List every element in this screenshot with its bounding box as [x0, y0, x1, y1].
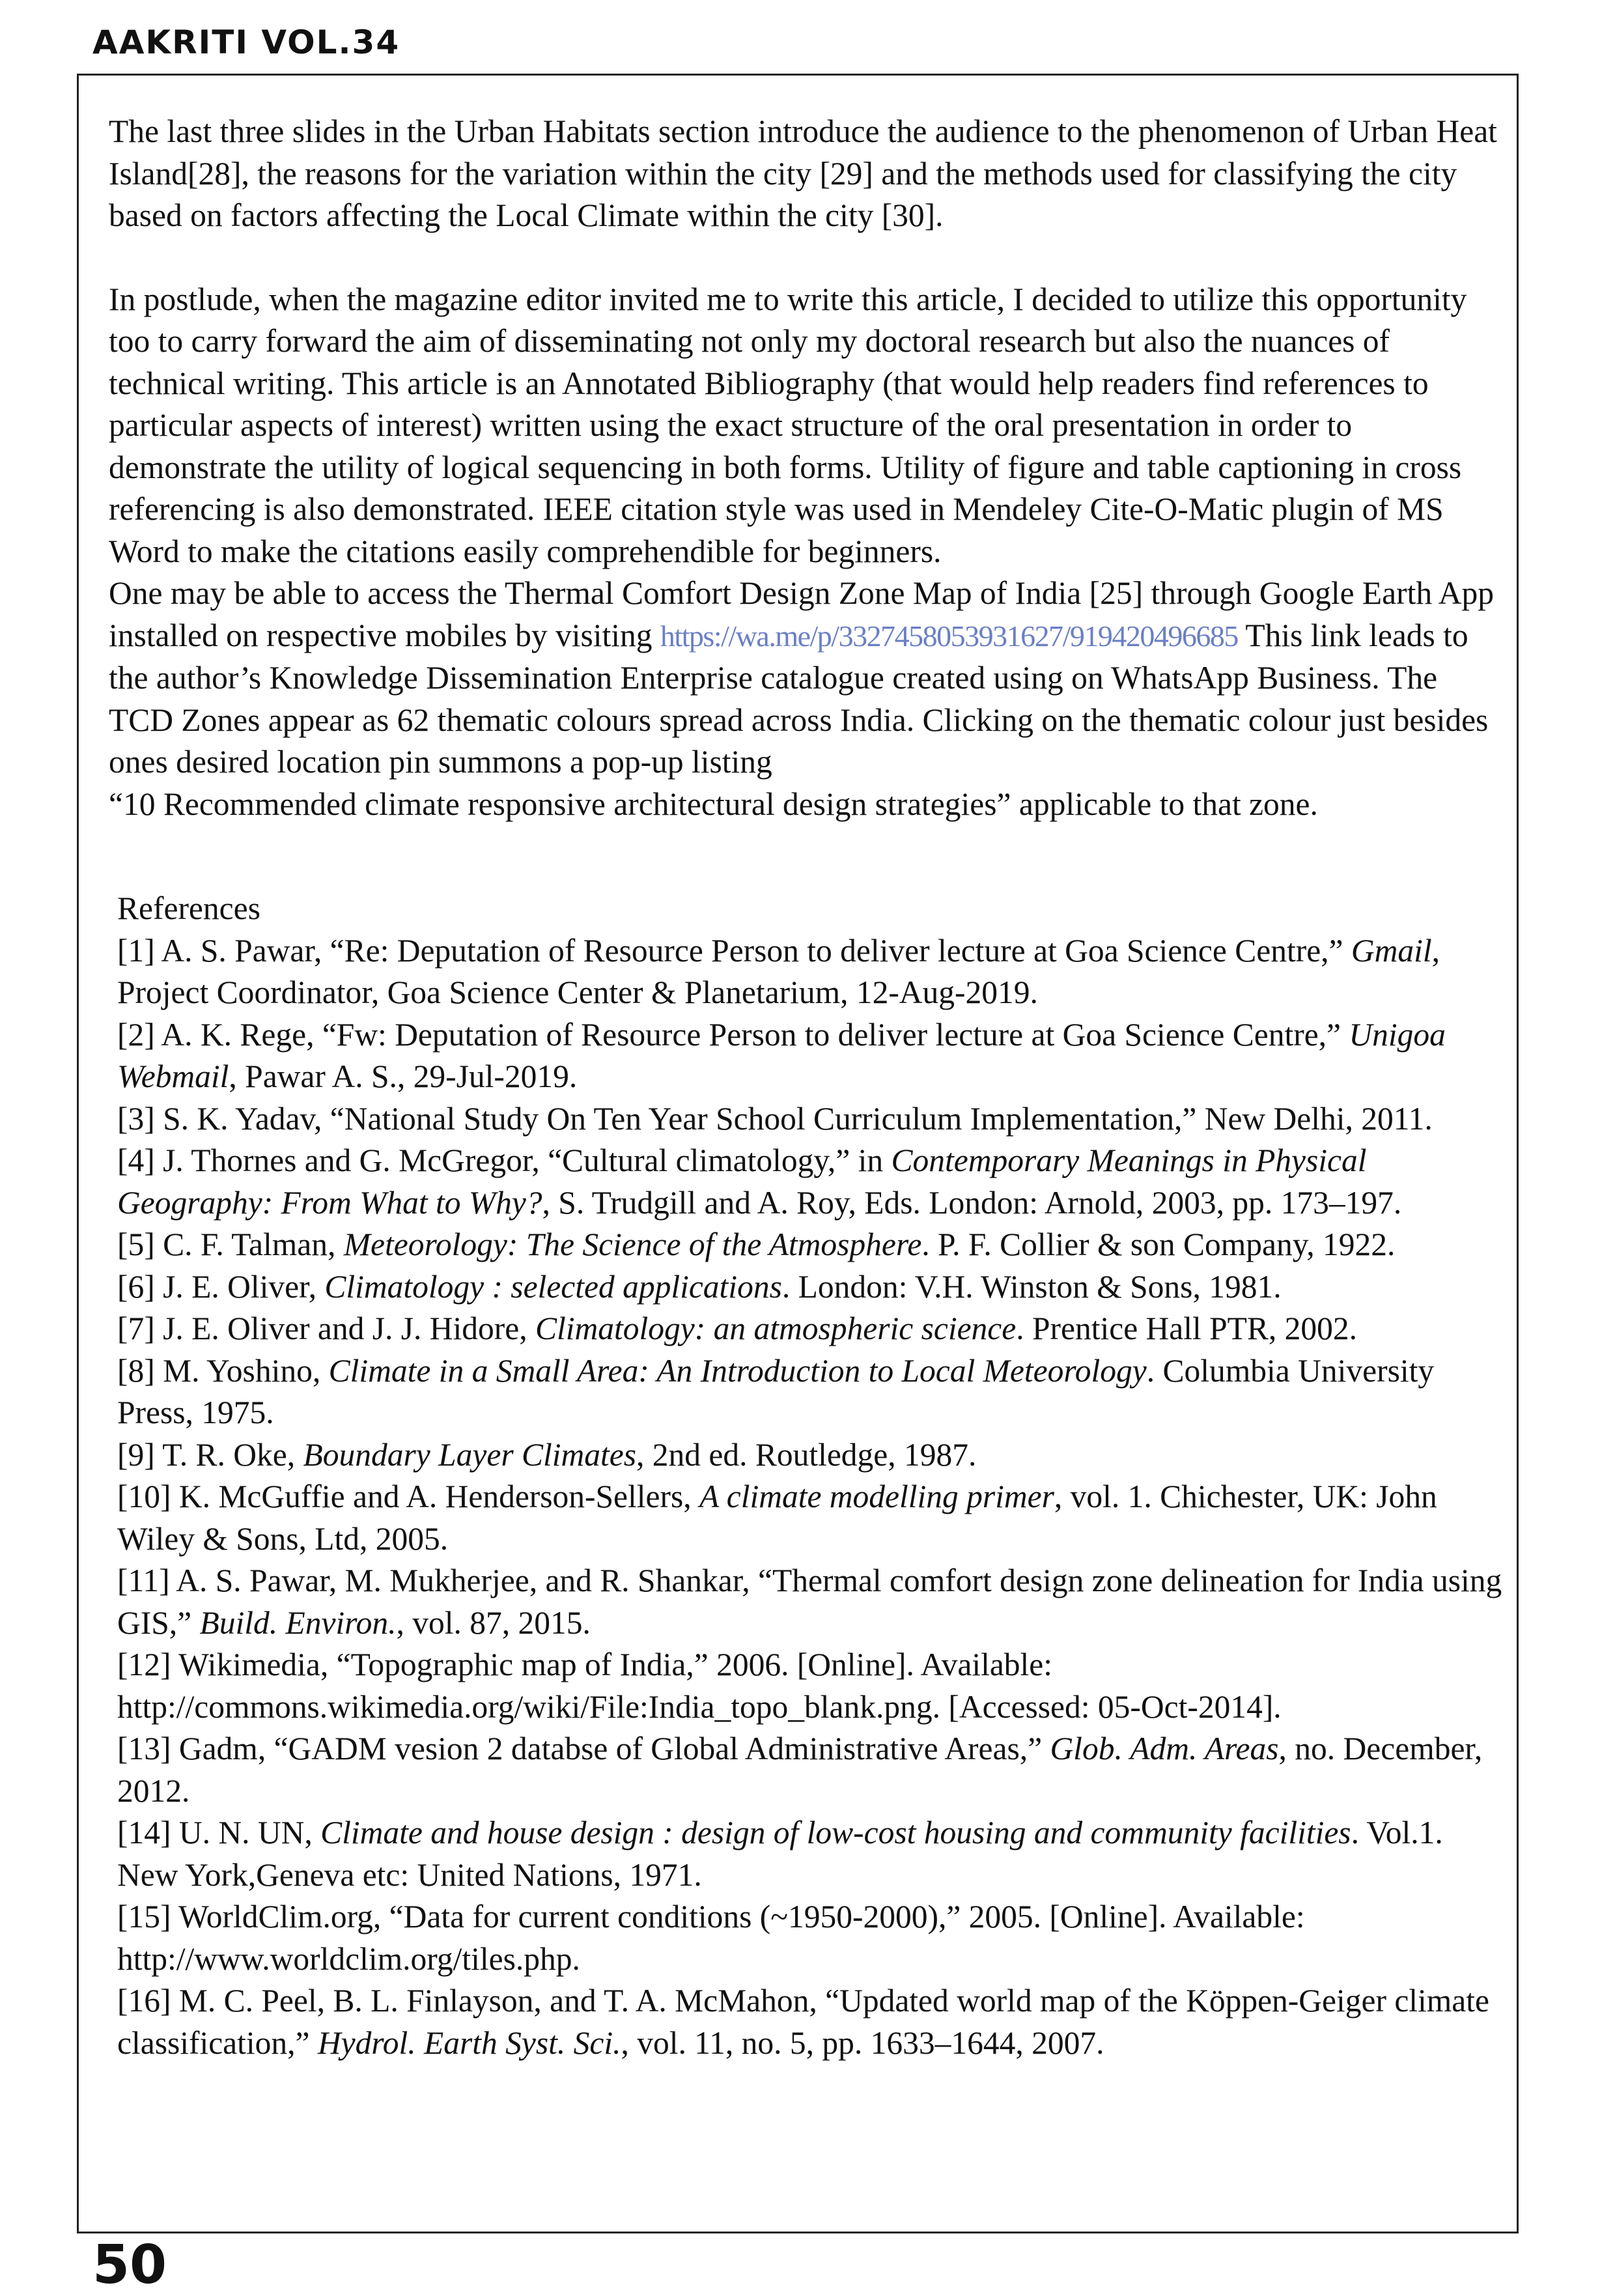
reference-source-title: Hydrol. Earth Syst. Sci. [317, 2024, 621, 2061]
reference-details: . Prentice Hall PTR, 2002. [1016, 1311, 1358, 1346]
reference-details: , vol. 1. Chichester, UK: John Wiley & Sons, Ltd, 2005. [117, 1479, 1437, 1557]
reference-source-title: Contemporary Meanings in Physical Geography: From What to Why? [117, 1142, 1367, 1221]
reference-text: [9] T. R. Oke, [117, 1436, 303, 1473]
reference-source-title: Gmail [1351, 932, 1432, 969]
reference-source-title: Climate and house design : design of low-cost housing and community facilities [320, 1815, 1351, 1850]
reference-text: [8] M. Yoshino, [117, 1352, 329, 1389]
reference-details: . P. F. Collier & son Company, 1922. [921, 1226, 1396, 1262]
reference-text: [1] A. S. Pawar, “Re: Deputation of Resource Person to deliver lecture at Goa Science Centre,” [117, 932, 1351, 969]
reference-details: , vol. 11, no. 5, pp. 1633–1644, 2007. [621, 2024, 1104, 2061]
reference-text: [6] J. E. Oliver, [117, 1268, 325, 1305]
reference-source-title: Glob. Adm. Areas [1050, 1731, 1279, 1766]
reference-details: . Vol.1. New York,Geneva etc: United Nations, 1971. [117, 1815, 1443, 1893]
magazine-header: AAKRITI VOL.34 [92, 23, 400, 61]
reference-item [117, 1098, 1504, 1141]
reference-text: [14] U. N. UN, [117, 1815, 321, 1850]
reference-item [117, 1350, 1504, 1434]
reference-source-title: Build. Environ. [199, 1604, 397, 1641]
reference-source-title: Boundary Layer Climates [303, 1436, 636, 1473]
reference-text: [10] K. McGuffie and A. Henderson-Sellers, [117, 1479, 699, 1514]
reference-text: [5] C. F. Talman, [117, 1226, 344, 1262]
reference-text: [11] A. S. Pawar, M. Mukherjee, and R. Shankar, “Thermal comfort design zone delineation for India using GIS,” [117, 1563, 1502, 1641]
reference-item [117, 1224, 1504, 1266]
reference-item [117, 1434, 1504, 1477]
reference-item [117, 1644, 1504, 1728]
reference-item [117, 1728, 1504, 1812]
reference-item [117, 1308, 1504, 1350]
paragraph-access [109, 573, 1509, 784]
paragraph-urban-habitats: The last three slides in the Urban Habitats section introduce the audience to the phenomenon of Urban Heat Island[28], the reasons for the variation within the city [29] and the methods used for classifying the city based on factors affecting the Local Climate within the city [30]. [109, 113, 1497, 233]
access-text: One may be able to access the Thermal Comfort Design Zone Map of India [25] through Google Earth App installed on respective mobiles by visiting [109, 575, 1495, 653]
reference-list [117, 930, 1504, 2065]
reference-item [117, 1896, 1504, 1980]
references-section [117, 888, 1504, 2064]
reference-source-title: Meteorology: The Science of the Atmosphere [343, 1226, 922, 1262]
reference-details: , vol. 87, 2015. [396, 1604, 591, 1641]
reference-item [117, 1812, 1504, 1896]
reference-text: [12] Wikimedia, “Topographic map of India,” 2006. [Online]. Available: http://commons.wikimedia.org/wiki/File:India_topo_blank.png. [Accessed: 05-Oct-2014]. [117, 1647, 1282, 1725]
reference-details: , Pawar A. S., 29-Jul-2019. [229, 1058, 578, 1094]
reference-details: , Project Coordinator, Goa Science Center & Planetarium, 12-Aug-2019. [117, 932, 1440, 1010]
reference-details: , S. Trudgill and A. Roy, Eds. London: Arnold, 2003, pp. 173–197. [542, 1184, 1402, 1221]
reference-item [117, 1140, 1504, 1224]
access-text-continued: This link leads to the author’s Knowledge Dissemination Enterprise catalogue created using on WhatsApp Business. The TCD Zones appear as 62 thematic colours spread across India. Clicking on the thematic colour just besides ones desired location pin summons a pop-up listing [109, 617, 1489, 780]
reference-text: [7] J. E. Oliver and J. J. Hidore, [117, 1311, 536, 1346]
page-number: 50 [92, 2234, 167, 2296]
reference-item [117, 930, 1504, 1014]
reference-text: [3] S. K. Yadav, “National Study On Ten Year School Curriculum Implementation,” New Delhi, 2011. [117, 1100, 1433, 1137]
paragraph-postlude: In postlude, when the magazine editor invited me to write this article, I decided to utilize this opportunity too to carry forward the aim of disseminating not only my doctoral research but also the nuances of technical writing. This article is an Annotated Bibliography (that would help readers find references to particular aspects of interest) written using the exact structure of the oral presentation in order to demonstrate the utility of logical sequencing in both forms. Utility of figure and table captioning in cross referencing is also demonstrated. IEEE citation style was used in Mendeley Cite-O-Matic plugin of MS Word to make the citations easily comprehendible for beginners. [109, 281, 1467, 569]
reference-item [117, 1014, 1504, 1098]
reference-text: [4] J. Thornes and G. McGregor, “Cultural climatology,” in [117, 1142, 892, 1178]
reference-text: [15] WorldClim.org, “Data for current conditions (~1950-2000),” 2005. [Online]. Available: http://www.worldclim.org/tiles.php. [117, 1899, 1305, 1977]
reference-source-title: Climate in a Small Area: An Introduction to Local Meteorology [328, 1352, 1147, 1389]
reference-text: [2] A. K. Rege, “Fw: Deputation of Resource Person to deliver lecture at Goa Science Centre,” [117, 1016, 1349, 1053]
reference-item [117, 1476, 1504, 1560]
reference-details: , no. December, 2012. [117, 1731, 1483, 1809]
reference-item [117, 1266, 1504, 1309]
reference-text: [16] M. C. Peel, B. L. Finlayson, and T. A. McMahon, “Updated world map of the Köppen-Geiger climate classification,” [117, 1983, 1489, 2061]
reference-details: , 2nd ed. Routledge, 1987. [636, 1436, 977, 1473]
reference-item [117, 1560, 1504, 1644]
paragraph-strategies: “10 Recommended climate responsive architectural design strategies” applicable to that zone. [109, 786, 1318, 822]
reference-source-title: Climatology : selected applications [324, 1268, 782, 1305]
reference-details: . Columbia University Press, 1975. [117, 1352, 1435, 1430]
references-heading: References [117, 890, 260, 926]
reference-source-title: A climate modelling primer [699, 1479, 1054, 1514]
reference-source-title: Unigoa Webmail [117, 1016, 1446, 1094]
catalogue-link[interactable]: https://wa.me/p/3327458053931627/919420496685 [660, 619, 1238, 653]
reference-source-title: Climatology: an atmospheric science [535, 1311, 1017, 1346]
reference-details: . London: V.H. Winston & Sons, 1981. [781, 1268, 1282, 1305]
reference-item [117, 1980, 1504, 2064]
reference-text: [13] Gadm, “GADM vesion 2 databse of Global Administrative Areas,” [117, 1731, 1050, 1766]
article-body [109, 111, 1509, 825]
